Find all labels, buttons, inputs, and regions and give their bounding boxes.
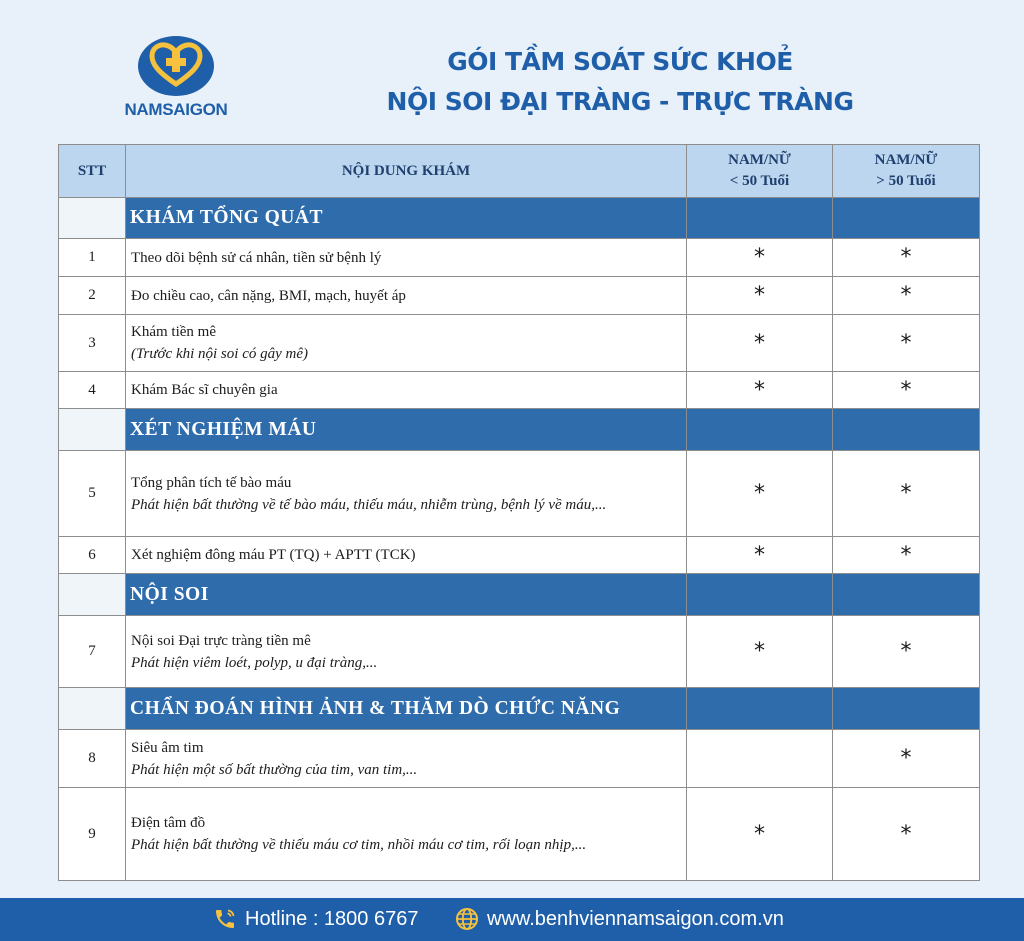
row-content	[126, 239, 687, 277]
row-over-50-mark: *	[833, 788, 980, 881]
title-line-2: NỘI SOI ĐẠI TRÀNG - TRỰC TRÀNG	[386, 87, 854, 116]
table-row	[59, 315, 980, 372]
row-note: Phát hiện viêm loét, polyp, u đại tràng,...	[131, 654, 378, 671]
row-stt: 8	[59, 730, 126, 788]
section-fill-cell	[687, 688, 833, 730]
section-fill-cell	[687, 198, 833, 239]
row-text: Tổng phân tích tế bào máu	[131, 474, 292, 491]
phone-icon	[213, 907, 237, 931]
row-over-50-mark: *	[833, 616, 980, 688]
row-over-50-mark: *	[833, 537, 980, 574]
row-content	[126, 616, 687, 688]
row-stt: 1	[59, 239, 126, 277]
footer-bar	[0, 898, 1024, 941]
table-row	[59, 277, 980, 315]
row-under-50-mark	[687, 730, 833, 788]
row-note: Phát hiện bất thường về thiếu máu cơ tim, nhồi máu cơ tim, rối loạn nhịp,...	[131, 837, 587, 853]
table-row	[59, 730, 980, 788]
section-empty-cell	[59, 574, 126, 616]
row-under-50-mark: *	[687, 315, 833, 372]
section-empty-cell	[59, 198, 126, 239]
row-content	[126, 451, 687, 537]
row-stt: 6	[59, 537, 126, 574]
website-text: www.benhviennamsaigon.com.vn	[487, 907, 784, 930]
section-fill-cell	[687, 409, 833, 451]
package-table	[58, 144, 980, 881]
row-text: Xét nghiệm đông máu PT (TQ) + APTT (TCK)	[131, 547, 416, 563]
table-row	[59, 451, 980, 537]
row-under-50-mark: *	[687, 537, 833, 574]
row-text: Khám tiền mê	[131, 324, 216, 340]
brand-logo	[118, 34, 234, 124]
table-row	[59, 239, 980, 277]
section-fill-cell	[833, 574, 980, 616]
row-note: (Trước khi nội soi có gây mê)	[131, 346, 308, 362]
row-over-50-mark: *	[833, 372, 980, 409]
row-under-50-mark: *	[687, 372, 833, 409]
globe-icon	[455, 907, 479, 931]
row-content	[126, 315, 687, 372]
section-fill-cell	[833, 198, 980, 239]
heart-cross-logo-icon	[136, 34, 216, 98]
header-under-50-line1: NAM/NỮ	[728, 152, 791, 168]
row-under-50-mark: *	[687, 788, 833, 881]
section-title: CHẨN ĐOÁN HÌNH ẢNH & THĂM DÒ CHỨC NĂNG	[126, 688, 687, 730]
row-content	[126, 372, 687, 409]
hotline-text: Hotline : 1800 6767	[245, 907, 419, 930]
section-fill-cell	[833, 688, 980, 730]
section-fill-cell	[687, 574, 833, 616]
row-content	[126, 788, 687, 881]
row-content	[126, 537, 687, 574]
section-title: NỘI SOI	[126, 574, 687, 616]
row-stt: 2	[59, 277, 126, 315]
header-content: NỘI DUNG KHÁM	[126, 145, 687, 198]
row-stt: 7	[59, 616, 126, 688]
row-over-50-mark: *	[833, 315, 980, 372]
hotline[interactable]	[213, 907, 418, 931]
row-under-50-mark: *	[687, 277, 833, 315]
section-fill-cell	[833, 409, 980, 451]
row-over-50-mark: *	[833, 239, 980, 277]
row-stt: 5	[59, 451, 126, 537]
section-row-imaging	[59, 688, 980, 730]
header-over-50-line2: > 50 Tuổi	[876, 173, 936, 189]
section-row-general-exam	[59, 198, 980, 239]
row-under-50-mark: *	[687, 616, 833, 688]
row-over-50-mark: *	[833, 277, 980, 315]
row-over-50-mark: *	[833, 451, 980, 537]
row-content	[126, 277, 687, 315]
table-row	[59, 372, 980, 409]
section-empty-cell	[59, 688, 126, 730]
table-row	[59, 616, 980, 688]
row-stt: 3	[59, 315, 126, 372]
header-over-50-line1: NAM/NỮ	[874, 152, 938, 168]
header-under-50	[687, 145, 833, 198]
row-text: Nội soi Đại trực tràng tiền mê	[131, 632, 311, 649]
page-title	[340, 42, 900, 122]
header-under-50-line2: < 50 Tuổi	[729, 173, 790, 189]
website-link[interactable]	[455, 907, 784, 931]
row-note: Phát hiện bất thường về tế bào máu, thiếu máu, nhiễm trùng, bệnh lý về máu,...	[131, 496, 607, 513]
section-row-endoscopy	[59, 574, 980, 616]
title-line-1: GÓI TẦM SOÁT SỨC KHOẺ	[447, 47, 793, 76]
row-stt: 9	[59, 788, 126, 881]
section-title: XÉT NGHIỆM MÁU	[126, 409, 687, 451]
row-text: Theo dõi bệnh sử cá nhân, tiền sử bệnh lý	[131, 249, 382, 266]
section-title: KHÁM TỔNG QUÁT	[126, 198, 687, 239]
header-over-50	[833, 145, 980, 198]
row-note: Phát hiện một số bất thường của tim, van tim,...	[131, 761, 418, 778]
table-row	[59, 788, 980, 881]
brand-name: NAMSAIGON	[124, 100, 228, 119]
row-text: Điện tâm đồ	[131, 815, 206, 831]
row-stt: 4	[59, 372, 126, 409]
table-header-row	[59, 145, 980, 198]
header-stt: STT	[59, 145, 126, 198]
section-row-blood-tests	[59, 409, 980, 451]
row-text: Siêu âm tim	[131, 739, 204, 756]
section-empty-cell	[59, 409, 126, 451]
row-under-50-mark: *	[687, 451, 833, 537]
row-over-50-mark: *	[833, 730, 980, 788]
row-content	[126, 730, 687, 788]
row-text: Đo chiều cao, cân nặng, BMI, mạch, huyết áp	[131, 287, 406, 304]
row-text: Khám Bác sĩ chuyên gia	[131, 382, 278, 398]
table-row	[59, 537, 980, 574]
row-under-50-mark: *	[687, 239, 833, 277]
